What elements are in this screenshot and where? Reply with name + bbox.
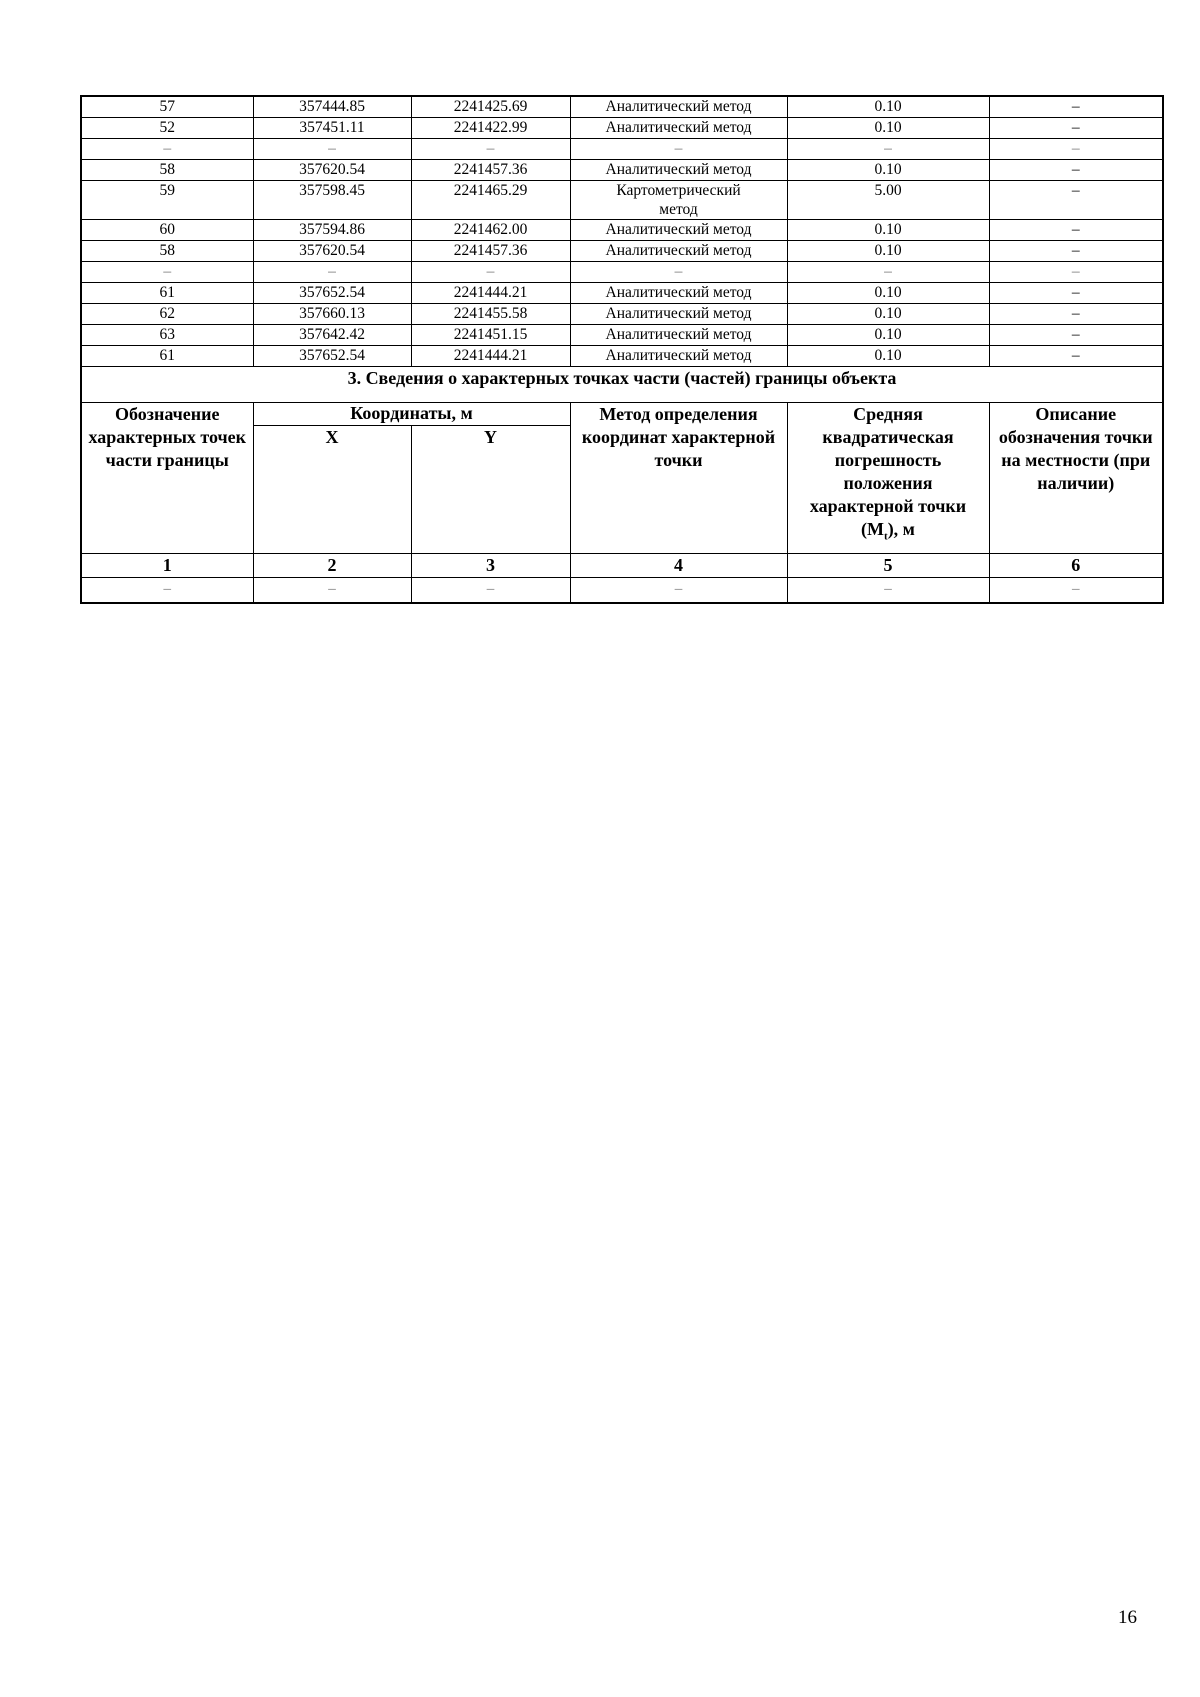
error-cell: 0.10 xyxy=(787,118,989,139)
x-cell: 357660.13 xyxy=(253,304,411,325)
header-row xyxy=(81,403,1163,426)
section-3-title: 3. Сведения о характерных точках части (частей) границы объекта xyxy=(81,367,1163,403)
method-cell: Аналитический метод xyxy=(570,160,787,181)
empty-data-row xyxy=(81,578,1163,604)
y-cell: 2241455.58 xyxy=(411,304,570,325)
table-row xyxy=(81,139,1163,160)
y-cell: 2241425.69 xyxy=(411,96,570,118)
x-cell: 357444.85 xyxy=(253,96,411,118)
method-cell: Аналитический метод xyxy=(570,96,787,118)
description-cell: – xyxy=(989,304,1163,325)
header-description: Описание обозначения точки на местности (при наличии) xyxy=(989,403,1163,554)
page-number: 16 xyxy=(1118,1607,1137,1628)
method-cell: Аналитический метод xyxy=(570,346,787,367)
x-cell: 357652.54 xyxy=(253,283,411,304)
table-row xyxy=(81,346,1163,367)
point-id-cell: 61 xyxy=(81,346,253,367)
x-cell: 357620.54 xyxy=(253,241,411,262)
method-cell: Аналитический метод xyxy=(570,325,787,346)
x-cell: 357451.11 xyxy=(253,118,411,139)
column-number: 6 xyxy=(989,554,1163,578)
method-cell: Аналитический метод xyxy=(570,241,787,262)
y-cell: 2241465.29 xyxy=(411,181,570,220)
error-cell: – xyxy=(787,139,989,160)
description-cell: – xyxy=(989,181,1163,220)
method-cell: Аналитический метод xyxy=(570,304,787,325)
method-cell: Картометрический метод xyxy=(570,181,787,220)
point-id-cell: 60 xyxy=(81,220,253,241)
point-id-cell: 57 xyxy=(81,96,253,118)
point-id-cell: 62 xyxy=(81,304,253,325)
empty-cell: – xyxy=(989,578,1163,604)
description-cell: – xyxy=(989,139,1163,160)
error-cell: 0.10 xyxy=(787,304,989,325)
error-cell: 0.10 xyxy=(787,220,989,241)
x-cell: 357620.54 xyxy=(253,160,411,181)
column-number: 2 xyxy=(253,554,411,578)
error-cell: 0.10 xyxy=(787,283,989,304)
header-mean-square-error xyxy=(787,403,989,554)
method-cell: – xyxy=(570,262,787,283)
column-number: 5 xyxy=(787,554,989,578)
point-id-cell: 52 xyxy=(81,118,253,139)
y-cell: 2241451.15 xyxy=(411,325,570,346)
y-cell: 2241457.36 xyxy=(411,160,570,181)
method-cell: Аналитический метод xyxy=(570,283,787,304)
y-cell: 2241457.36 xyxy=(411,241,570,262)
column-number-row xyxy=(81,554,1163,578)
section-3-title-row xyxy=(81,367,1163,403)
error-cell: 0.10 xyxy=(787,241,989,262)
column-number: 1 xyxy=(81,554,253,578)
table-row xyxy=(81,118,1163,139)
header-error-subscript: t xyxy=(884,530,888,543)
table-row xyxy=(81,325,1163,346)
table-row xyxy=(81,262,1163,283)
error-cell: – xyxy=(787,262,989,283)
x-cell: – xyxy=(253,139,411,160)
header-coordinates: Координаты, м xyxy=(253,403,570,426)
point-id-cell: 63 xyxy=(81,325,253,346)
header-x: X xyxy=(253,426,411,554)
description-cell: – xyxy=(989,283,1163,304)
x-cell: – xyxy=(253,262,411,283)
point-id-cell: 58 xyxy=(81,241,253,262)
error-cell: 0.10 xyxy=(787,325,989,346)
description-cell: – xyxy=(989,160,1163,181)
table-row xyxy=(81,241,1163,262)
empty-cell: – xyxy=(570,578,787,604)
y-cell: – xyxy=(411,139,570,160)
error-cell: 0.10 xyxy=(787,96,989,118)
y-cell: 2241462.00 xyxy=(411,220,570,241)
empty-cell: – xyxy=(253,578,411,604)
column-number: 4 xyxy=(570,554,787,578)
point-id-cell: 59 xyxy=(81,181,253,220)
description-cell: – xyxy=(989,325,1163,346)
table-row xyxy=(81,181,1163,220)
x-cell: 357642.42 xyxy=(253,325,411,346)
method-cell: Аналитический метод xyxy=(570,220,787,241)
point-id-cell: 58 xyxy=(81,160,253,181)
error-cell: 0.10 xyxy=(787,346,989,367)
description-cell: – xyxy=(989,346,1163,367)
point-id-cell: 61 xyxy=(81,283,253,304)
header-error-unit: ), м xyxy=(887,519,915,539)
table-row xyxy=(81,96,1163,118)
y-cell: – xyxy=(411,262,570,283)
error-cell: 0.10 xyxy=(787,160,989,181)
header-point-designation: Обозначение характерных точек части границы xyxy=(81,403,253,554)
x-cell: 357594.86 xyxy=(253,220,411,241)
table-row xyxy=(81,304,1163,325)
header-y: Y xyxy=(411,426,570,554)
header-error-text: Средняя квадратическая погрешность положения характерной точки (M xyxy=(809,404,967,539)
x-cell: 357598.45 xyxy=(253,181,411,220)
coordinates-table xyxy=(80,95,1164,604)
point-id-cell: – xyxy=(81,262,253,283)
point-id-cell: – xyxy=(81,139,253,160)
error-cell: 5.00 xyxy=(787,181,989,220)
table-row xyxy=(81,283,1163,304)
empty-cell: – xyxy=(411,578,570,604)
description-cell: – xyxy=(989,262,1163,283)
y-cell: 2241422.99 xyxy=(411,118,570,139)
x-cell: 357652.54 xyxy=(253,346,411,367)
table-row xyxy=(81,220,1163,241)
table-body xyxy=(81,96,1163,603)
description-cell: – xyxy=(989,96,1163,118)
description-cell: – xyxy=(989,118,1163,139)
header-method: Метод определения координат характерной точки xyxy=(570,403,787,554)
empty-cell: – xyxy=(81,578,253,604)
description-cell: – xyxy=(989,220,1163,241)
column-number: 3 xyxy=(411,554,570,578)
description-cell: – xyxy=(989,241,1163,262)
method-cell: – xyxy=(570,139,787,160)
empty-cell: – xyxy=(787,578,989,604)
table-row xyxy=(81,160,1163,181)
y-cell: 2241444.21 xyxy=(411,283,570,304)
method-cell: Аналитический метод xyxy=(570,118,787,139)
y-cell: 2241444.21 xyxy=(411,346,570,367)
